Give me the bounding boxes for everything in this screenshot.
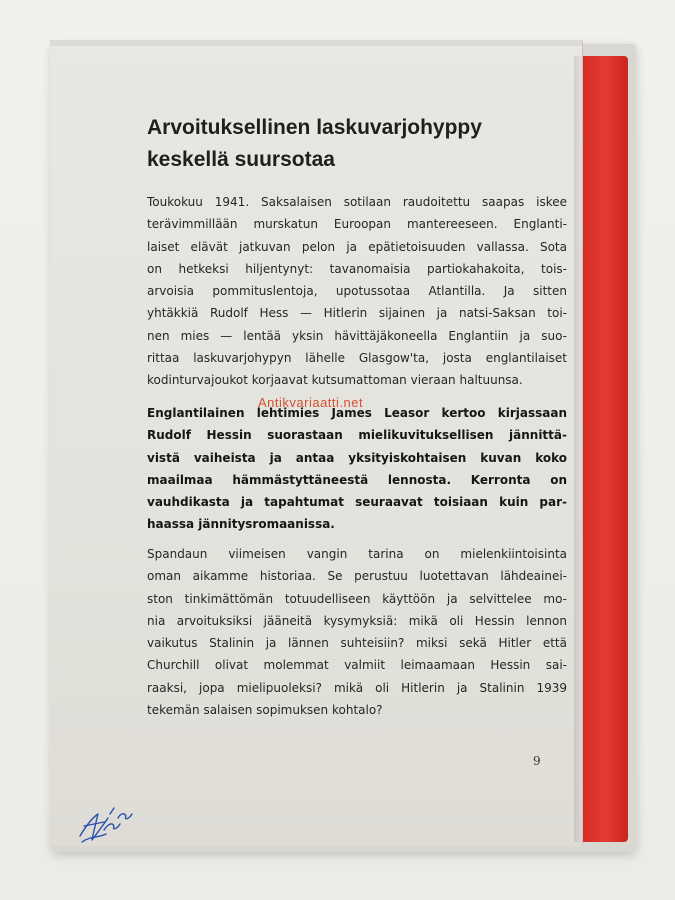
paragraph-closing	[147, 543, 567, 721]
text-line: Rudolf Hessin suorastaan mielikuvituksellisen jännittä-	[147, 428, 567, 443]
text-line: kodinturvajoukot korjaavat kutsumattoman vieraan haltuunsa.	[147, 373, 523, 388]
text-line: vaikutus Stalinin ja lännen suhteisiin? miksi sekä Hitler että	[147, 636, 567, 651]
text-line: raaksi, jopa mielipuoleksi? mikä oli Hitlerin ja Stalinin 1939	[147, 680, 567, 695]
text-line: Churchill olivat molemmat valmiit leimaamaan Hessin sai-	[147, 658, 567, 673]
text-line: ston tinkimättömän totuudelliseen käyttöön ja selvittelee mo-	[147, 591, 567, 606]
paragraph-bold-summary	[147, 402, 567, 536]
text-line: nia arvoituksiksi jääneitä kysymyksiä: mikä oli Hessin lennon	[147, 613, 567, 628]
text-line: Englantilainen lehtimies James Leasor kertoo kirjassaan	[147, 406, 567, 420]
text-line: Spandaun viimeisen vangin tarina on mielenkiintoisinta	[147, 547, 567, 561]
watermark-text: Antikvariaatti.net	[258, 395, 364, 410]
text-line: tekemän salaisen sopimuksen kohtalo?	[147, 703, 383, 718]
text-line: oman aikamme historiaa. Se perustuu luotettavan lähdeainei-	[147, 569, 567, 584]
text-line: vauhdikasta ja tapahtumat seuraavat toisiaan kuin par-	[147, 495, 567, 510]
paragraph-intro	[147, 191, 567, 392]
text-line: terävimmillään murskatun Euroopan mantereeseen. Englanti-	[147, 217, 567, 232]
spine-shadow	[574, 56, 584, 842]
heading-line-2: keskellä suursotaa	[147, 148, 335, 171]
text-line: Toukokuu 1941. Saksalaisen sotilaan raudoitettu saapas iskee	[147, 195, 567, 209]
page-number: 9	[533, 754, 541, 768]
text-line: on hetkeksi hiljentynyt: tavanomaisia partiokahakoita, tois-	[147, 261, 567, 276]
dust-jacket-red-spine	[578, 56, 628, 842]
text-line: vistä vaiheista ja antaa yksityiskohtaisen kuvan koko	[147, 450, 567, 465]
text-line: rittaa laskuvarjohypyn lähelle Glasgow'ta, josta englantilaiset	[147, 351, 567, 366]
text-line: maailmaa hämmästyttäneestä lennosta. Kerronta on	[147, 472, 567, 487]
text-line: laiset elävät jatkuvan pelon ja epätietoisuuden vallassa. Sota	[147, 239, 567, 254]
cover-top-edge	[50, 40, 582, 46]
heading-line-1: Arvoituksellinen laskuvarjohyppy	[147, 116, 482, 139]
text-line: haassa jännitysromaanissa.	[147, 517, 335, 532]
text-line: nen mies — lentää yksin hävittäjäkoneella Englantiin ja suo-	[147, 328, 567, 343]
text-line: arvoisia pommituslentoja, upotussotaa Atlantilla. Ja sitten	[147, 284, 567, 299]
handwritten-signature-icon	[74, 796, 138, 850]
text-line: yhtäkkiä Rudolf Hess — Hitlerin sijainen ja natsi-Saksan toi-	[147, 306, 567, 321]
